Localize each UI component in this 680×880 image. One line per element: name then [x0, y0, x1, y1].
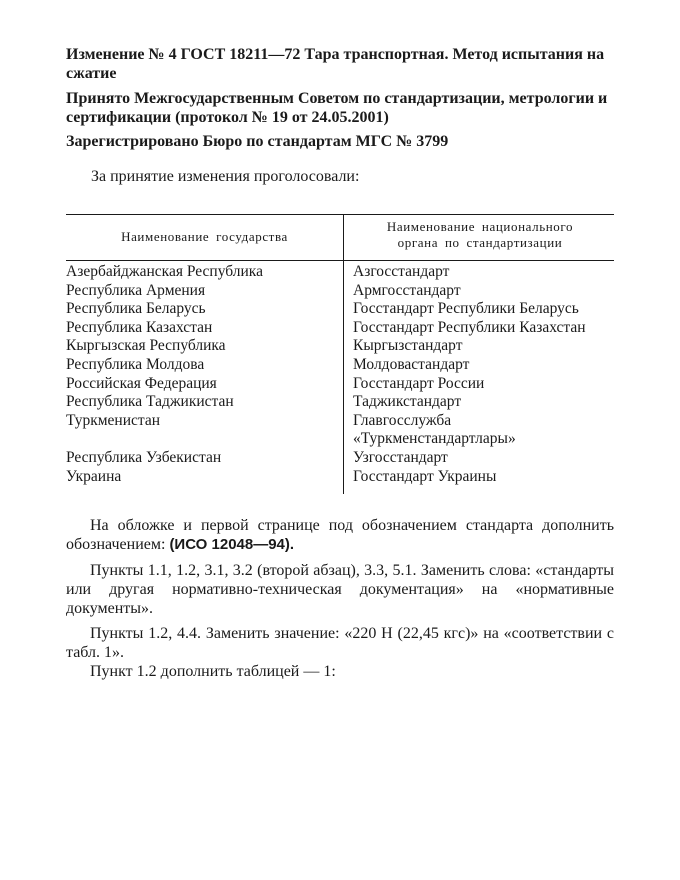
- state-name: Украина: [66, 467, 122, 485]
- table-top-rule: [66, 214, 614, 215]
- standards-body: Кыргызстандарт: [353, 337, 463, 355]
- state-name: Республика Армения: [66, 281, 206, 299]
- amendment-title: Изменение № 4 ГОСТ 18211—72 Тара транспортная. Метод испытания на сжатие: [66, 46, 605, 82]
- table-header-body-line2: органа по стандартизации: [397, 235, 563, 250]
- state-name: Российская Федерация: [66, 374, 217, 392]
- table-body: [66, 263, 614, 486]
- add-table-text: Пункт 1.2 дополнить таблицей — 1:: [90, 663, 336, 680]
- state-name: Республика Беларусь: [66, 300, 206, 318]
- add-table-paragraph: [66, 662, 614, 681]
- registration-note: Зарегистрировано Бюро по стандартам МГС № 3799: [66, 133, 449, 150]
- standards-body: Узгосстандарт: [353, 448, 448, 466]
- voting-table: [66, 214, 614, 494]
- table-row: [66, 393, 614, 412]
- table-row: [66, 412, 614, 449]
- adoption-note: Принято Межгосударственным Советом по стандартизации, метрологии и сертификации (протокол № 19 от 24.05.2001): [66, 90, 608, 126]
- standards-body: Госстандарт России: [353, 374, 485, 392]
- standards-body: Таджикстандарт: [353, 393, 462, 411]
- table-row: [66, 337, 614, 356]
- replace-words-text: Пункты 1.1, 1.2, 3.1, 3.2 (второй абзац), 3.3, 5.1. Заменить слова: «стандарты или другая нормативно-техническая документация» на «нормативные документы».: [66, 562, 614, 617]
- state-name: Республика Таджикистан: [66, 393, 234, 411]
- table-row: [66, 449, 614, 468]
- cover-designation-text: На обложке и первой странице под обозначением стандарта дополнить обозначением:: [66, 517, 614, 553]
- table-row: [66, 319, 614, 338]
- table-header-rule: [66, 260, 614, 261]
- replace-words-paragraph: [66, 561, 614, 618]
- state-name: Азербайджанская Республика: [66, 263, 263, 280]
- table-row: [66, 375, 614, 394]
- replace-value-text: Пункты 1.2, 4.4. Заменить значение: «220 Н (22,45 кгс)» на «соответствии с табл. 1».: [66, 625, 614, 661]
- table-row: [66, 468, 614, 487]
- standards-body: Молдовастандарт: [353, 355, 470, 373]
- table-header-body: [346, 219, 614, 251]
- state-name: Республика Узбекистан: [66, 448, 222, 466]
- standards-body: Госстандарт Республики Казахстан: [353, 318, 586, 336]
- state-name: Туркменистан: [66, 411, 161, 429]
- state-name: Республика Казахстан: [66, 318, 213, 336]
- iso-designation: (ИСО 12048—94).: [169, 536, 295, 553]
- table-row: [66, 300, 614, 319]
- table-header-body-line1: Наименование национального: [386, 219, 574, 234]
- standards-body: Госстандарт Украины: [353, 467, 497, 485]
- standards-body: Армгосстандарт: [353, 281, 461, 299]
- voted-intro: За принятие изменения проголосовали:: [91, 168, 360, 185]
- state-name: Республика Молдова: [66, 355, 205, 373]
- table-header-state: Наименование государства: [121, 229, 288, 244]
- standards-body: Госстандарт Республики Беларусь: [353, 300, 579, 318]
- table-row: [66, 263, 614, 282]
- replace-value-paragraph: [66, 624, 614, 662]
- standards-body: Главгосслужба «Туркменстандартлары»: [353, 411, 516, 448]
- cover-designation-paragraph: [66, 516, 614, 554]
- table-row: [66, 282, 614, 301]
- standards-body: Азгосстандарт: [353, 263, 450, 280]
- table-row: [66, 356, 614, 375]
- state-name: Кыргызская Республика: [66, 337, 226, 355]
